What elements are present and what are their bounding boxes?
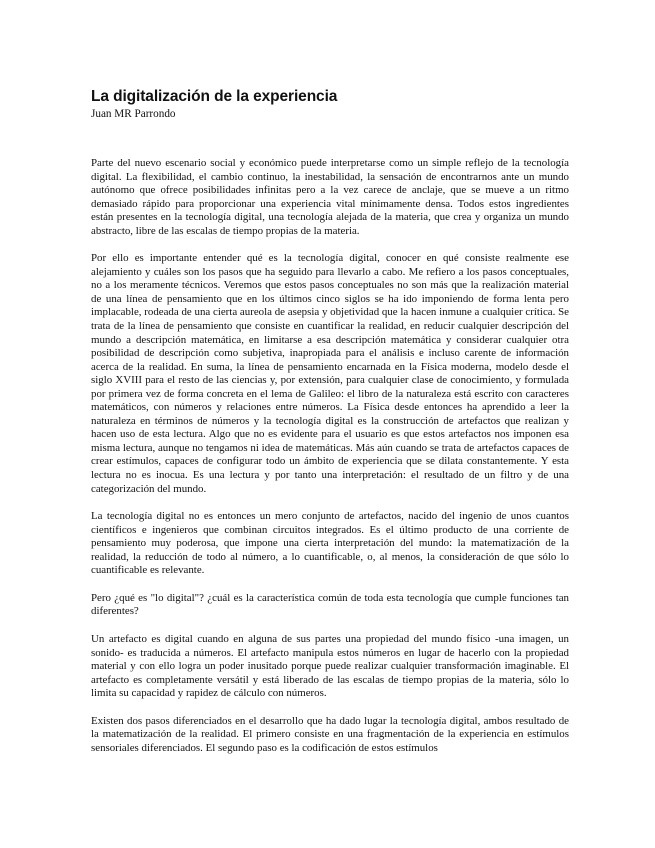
paragraph-1: Parte del nuevo escenario social y económico puede interpretarse como un simple reflejo de la tecnología digital. La flexibilidad, el cambio continuo, la inestabilidad, la sensación de encontrarnos ante un mundo autónomo que ofrece posibilidades infinitas pero a la vez carece de anclaje, que se mueve a un ritmo demasiado rápido para proporcionar una experiencia vital mínimamente densa. Todos estos ingredientes están presentes en la tecnología digital, una tecnología alejada de la materia, que crea y organiza un mundo abstracto, libre de las escalas de tiempo propias de la materia.	[91, 157, 569, 237]
article-body	[91, 157, 569, 755]
article	[91, 88, 569, 769]
paragraph-5: Un artefacto es digital cuando en alguna de sus partes una propiedad del mundo físico -una imagen, un sonido- es traducida a números. El artefacto manipula estos números en lugar de hacerlo con la propiedad material y con ello logra un poder inusitado porque puede realizar cualquier transformación imaginable. El artefacto es completamente versátil y está liberado de las escalas de tiempo propias de la materia, sólo lo limita su capacidad y rapidez de cálculo con números.	[91, 632, 569, 700]
paragraph-3: La tecnología digital no es entonces un mero conjunto de artefactos, nacido del ingenio de unos cuantos científicos e ingenieros que combinan circuitos integrados. Es el último producto de una corriente de pensamiento muy poderosa, que impone una cierta interpretación del mundo: la matematización de la realidad, la reducción de todo al número, a lo cuantificable, o, al menos, la consideración de que sólo lo cuantificable es relevante.	[91, 510, 569, 577]
article-title: La digitalización de la experiencia	[91, 88, 338, 105]
article-author: Juan MR Parrondo	[91, 108, 176, 120]
paragraph-4: Pero ¿qué es "lo digital"? ¿cuál es la característica común de toda esta tecnología que cumple funciones tan diferentes?	[91, 591, 569, 618]
paragraph-6: Existen dos pasos diferenciados en el desarrollo que ha dado lugar la tecnología digital, ambos resultado de la matematización de la realidad. El primero consiste en una fragmentación de la experiencia en estímulos sensoriales diferenciados. El segundo paso es la codificación de estos estímulos	[91, 714, 569, 754]
paragraph-2: Por ello es importante entender qué es la tecnología digital, conocer en qué consiste realmente ese alejamiento y cuáles son los pasos que ha seguido para llevarlo a cabo. Me refiero a los pasos conceptuales, no a los meramente técnicos. Veremos que estos pasos conceptuales no son más que la realización material de una línea de pensamiento que en los últimos cinco siglos se ha ido imponiendo de forma lenta pero implacable, rodeada de una cierta aureola de asepsia y objetividad que la hacen inmune a cualquier crítica. Se trata de la línea de pensamiento que consiste en cuantificar la realidad, en reducir cualquier descripción del mundo a descripción matemática, en limitarse a esa descripción matemática y considerar cualquier otra posibilidad de descripción como subjetiva, inapropiada para el análisis e incluso carente de información acerca de la realidad. En suma, la línea de pensamiento encarnada en la Física moderna, modelo desde el siglo XVIII para el resto de las ciencias y, por extensión, para cualquier clase de conocimiento, y formulada por primera vez de forma concreta en el lema de Galileo: el libro de la naturaleza está escrito con caracteres matemáticos, con números y relaciones entre números. La Física desde entonces ha aprendido a leer la naturaleza en términos de números y la tecnología digital es la construcción de artefactos que realizan y hacen uso de esta lectura. Algo que no es evidente para el usuario es que estos artefactos nos imponen esa misma lectura, aunque no tengamos ni idea de matemáticas. Más aún cuando se trata de artefactos capaces de crear estímulos, capaces de configurar todo un ámbito de experiencia que se dilata constantemente. Y esta lectura no es inocua. Es una lectura y por tanto una interpretación: el resultado de un filtro y de una categorización del mundo.	[91, 252, 569, 495]
